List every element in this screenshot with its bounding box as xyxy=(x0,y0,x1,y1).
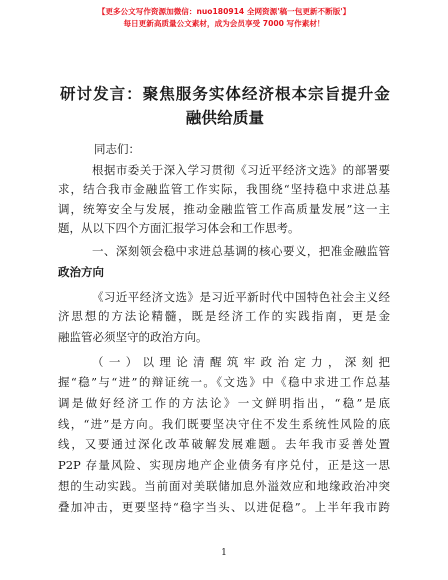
paragraph-1-line-4: 题，从以下四个方面汇报学习体会和工作思考。 xyxy=(58,221,300,235)
promo-banner-line-2: 每日更新高质量公文素材，成为会员享受 7000 写作素材！ xyxy=(123,19,325,28)
paragraph-1-line-1: 根据市委关于深入学习贯彻《习近平经济文选》的部署要 xyxy=(92,163,390,177)
document-title-line-1: 研讨发言：聚焦服务实体经济根本宗旨提升金 xyxy=(60,85,390,103)
paragraph-3-line-6: P2P 存量风险、实现房地产企业债务有序兑付，正是这一思 xyxy=(58,458,390,472)
paragraph-2-line-1: 《习近平经济文选》是习近平新时代中国特色社会主义经 xyxy=(92,290,390,304)
paragraph-1-line-3: 调，统筹安全与发展，推动金融监管工作高质量发展”这一主 xyxy=(58,202,390,216)
paragraph-3-line-1: （一）以理论清醒筑牢政治定力，深刻把 xyxy=(92,355,390,369)
promo-banner-line-1: 【更多公文写作资源加微信：nuo180914 全网资源'稿一包更新不断版'】 xyxy=(97,7,351,16)
document-title-line-2: 融供给质量 xyxy=(185,109,265,127)
paragraph-2-line-2: 济思想的方法论精髓，既是经济工作的实践指南，更是金 xyxy=(58,309,390,323)
section-heading-1-line-1: 一、深刻领会稳中求进总基调的核心要义，把准金融监管 xyxy=(92,244,390,258)
page-number: 1 xyxy=(221,548,227,558)
paragraph-3-line-2: 握“稳”与“进”的辩证统一。《文选》中《稳中求进工作总基 xyxy=(58,375,390,389)
paragraph-1-line-2: 求，结合我市金融监管工作实际，我围绕“坚持稳中求进总基 xyxy=(58,182,390,196)
paragraph-2-line-3: 融监管必须坚守的政治方向。 xyxy=(58,330,208,344)
paragraph-3-line-8: 叠加冲击，更要坚持“稳字当头、以进促稳”。上半年我市跨 xyxy=(58,500,390,514)
paragraph-3-line-5: 线，又要通过深化改革破解发展难题。去年我市妥善处置 xyxy=(58,437,390,451)
paragraph-3-line-7: 想的生动实践。当前面对美联储加息外溢效应和地缘政治冲突 xyxy=(58,479,390,493)
section-heading-1-line-2: 政治方向 xyxy=(58,265,104,279)
salutation: 同志们： xyxy=(94,142,140,156)
paragraph-3-line-3: 调是做好经济工作的方法论》一文鲜明指出，“稳”是底 xyxy=(58,396,390,410)
paragraph-3-line-4: 线，“进”是方向。我们既要坚决守住不发生系统性风险的底 xyxy=(58,417,390,431)
